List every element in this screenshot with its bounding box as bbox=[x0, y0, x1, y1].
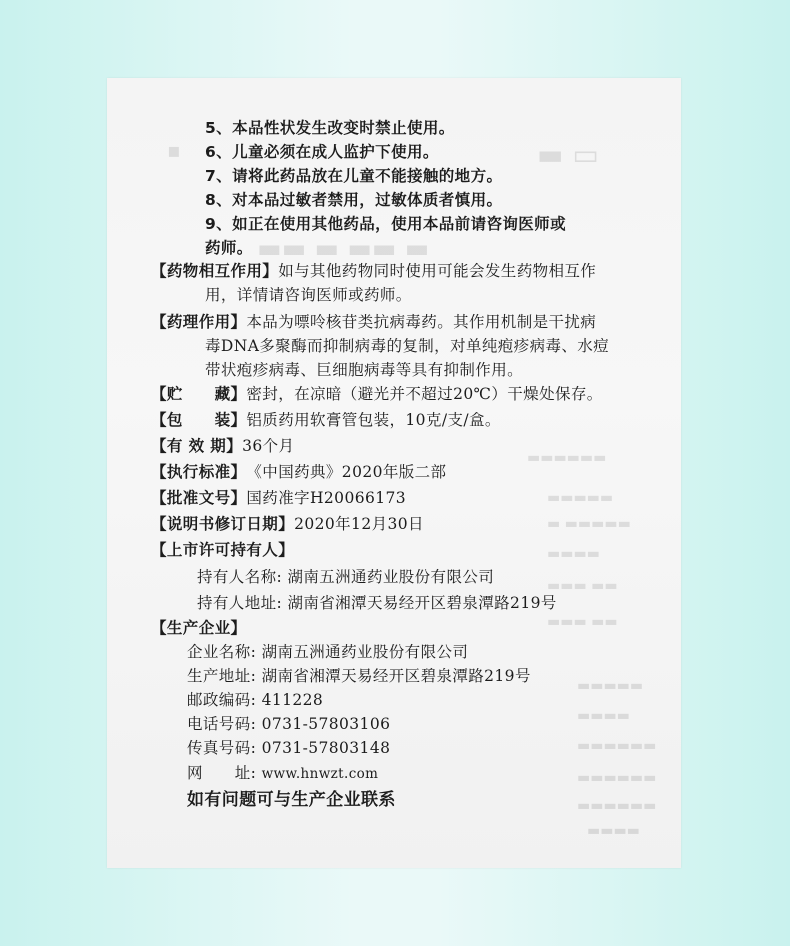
precaution-item-5: 5、本品性状发生改变时禁止使用。 bbox=[205, 119, 455, 137]
manufacturer-label: 【生产企业】 bbox=[151, 619, 247, 637]
revision-value: 2020年12月30日 bbox=[294, 515, 424, 533]
show-through: ▪ bbox=[167, 138, 181, 162]
storage-label: 【贮 藏】 bbox=[151, 385, 247, 403]
approval-label: 【批准文号】 bbox=[151, 489, 247, 507]
holder-address-label: 持有人地址: bbox=[197, 594, 283, 612]
contact-note: 如有问题可与生产企业联系 bbox=[187, 790, 396, 810]
holder-name: 湖南五洲通药业股份有限公司 bbox=[287, 568, 495, 586]
interactions-text-cont: 用，详情请咨询医师或药师。 bbox=[205, 286, 412, 304]
postcode-label: 邮政编码: bbox=[187, 691, 257, 709]
storage-value: 密封，在凉暗（避光并不超过20℃）干燥处保存。 bbox=[246, 385, 603, 403]
holder-name-row bbox=[197, 567, 494, 587]
show-through: ▬▬▬▬▬▬ bbox=[577, 738, 657, 754]
revision-row bbox=[151, 514, 424, 534]
phone-row bbox=[187, 714, 390, 734]
revision-label: 【说明书修订日期】 bbox=[151, 515, 295, 533]
manufacturer-name-row bbox=[187, 642, 468, 662]
precaution-item-9: 9、如正在使用其他药品，使用本品前请咨询医师或 bbox=[205, 215, 566, 233]
website-value: www.hnwzt.com bbox=[261, 766, 379, 782]
holder-address: 湖南省湘潭天易经开区碧泉潭路219号 bbox=[287, 594, 557, 612]
show-through: ▬▬▬▬▬ bbox=[547, 490, 614, 506]
interactions-label: 【药物相互作用】 bbox=[151, 262, 279, 280]
show-through: ▬▬▬ ▬▬ bbox=[547, 614, 618, 630]
postcode-row bbox=[187, 690, 323, 710]
approval-value: 国药准字H20066173 bbox=[246, 489, 407, 507]
show-through: ▬▬▬▬▬▬ bbox=[577, 770, 657, 786]
precaution-item-6: 6、儿童必须在成人监护下使用。 bbox=[205, 143, 439, 161]
precaution-item-9-cont: 药师。 bbox=[205, 239, 253, 257]
holder-label: 【上市许可持有人】 bbox=[151, 541, 295, 559]
precaution-item-8: 8、对本品过敏者禁用，过敏体质者慎用。 bbox=[205, 191, 503, 209]
manufacturer-name-label: 企业名称: bbox=[187, 643, 257, 661]
website-row bbox=[187, 763, 378, 784]
postcode-value: 411228 bbox=[261, 691, 324, 709]
show-through: ▬▬▬▬▬ bbox=[577, 678, 644, 694]
leaflet-paper bbox=[107, 78, 681, 868]
fax-label: 传真号码: bbox=[187, 739, 257, 757]
show-through: ▬▬▬▬ bbox=[587, 823, 640, 839]
manufacturer-address-label: 生产地址: bbox=[187, 667, 257, 685]
pharmacology-text: 本品为嘌呤核苷类抗病毒药。其作用机制是干扰病 bbox=[246, 313, 597, 331]
pharmacology-text-cont: 带状疱疹病毒、巨细胞病毒等具有抑制作用。 bbox=[205, 361, 524, 379]
standard-row bbox=[151, 462, 446, 482]
website-label: 网 址: bbox=[187, 764, 257, 782]
packaging-row bbox=[151, 410, 501, 430]
holder-name-label: 持有人名称: bbox=[197, 568, 283, 586]
standard-label: 【执行标准】 bbox=[151, 463, 247, 481]
validity-value: 36个月 bbox=[242, 437, 295, 455]
show-through: ▬▬ ▬ ▬▬ ▬ bbox=[257, 234, 430, 264]
pharmacology-text-cont: 毒DNA多聚酶而抑制病毒的复制，对单纯疱疹病毒、水痘 bbox=[205, 337, 610, 355]
pharmacology-label: 【药理作用】 bbox=[151, 313, 247, 331]
show-through: ▬▬▬ ▬▬ bbox=[547, 578, 618, 594]
packaging-label: 【包 装】 bbox=[151, 411, 247, 429]
validity-label: 【有 效 期】 bbox=[151, 437, 243, 455]
show-through: ▬ ▭ bbox=[537, 138, 599, 171]
interactions-text: 如与其他药物同时使用可能会发生药物相互作 bbox=[278, 262, 597, 280]
fax-row bbox=[187, 738, 390, 758]
pharmacology-section bbox=[151, 312, 596, 332]
approval-row bbox=[151, 488, 406, 508]
manufacturer-name: 湖南五洲通药业股份有限公司 bbox=[261, 643, 469, 661]
packaging-value: 铝质药用软膏管包装，10克/支/盒。 bbox=[246, 411, 501, 429]
fax-value: 0731-57803148 bbox=[261, 739, 391, 757]
show-through: ▬▬▬▬▬▬ bbox=[527, 450, 607, 466]
phone-label: 电话号码: bbox=[187, 715, 257, 733]
storage-row bbox=[151, 384, 603, 404]
interactions-section bbox=[151, 261, 596, 281]
manufacturer-address: 湖南省湘潭天易经开区碧泉潭路219号 bbox=[261, 667, 531, 685]
show-through: ▬▬▬▬ bbox=[577, 708, 630, 724]
precaution-item-7: 7、请将此药品放在儿童不能接触的地方。 bbox=[205, 167, 503, 185]
holder-address-row bbox=[197, 593, 557, 613]
show-through: ▬▬▬▬▬▬ bbox=[577, 798, 657, 814]
validity-row bbox=[151, 436, 294, 456]
show-through: ▬▬▬▬ bbox=[547, 546, 600, 562]
phone-value: 0731-57803106 bbox=[261, 715, 391, 733]
show-through: ▬ ▬▬▬▬▬ bbox=[547, 516, 631, 532]
standard-value: 《中国药典》2020年版二部 bbox=[246, 463, 447, 481]
manufacturer-address-row bbox=[187, 666, 531, 686]
